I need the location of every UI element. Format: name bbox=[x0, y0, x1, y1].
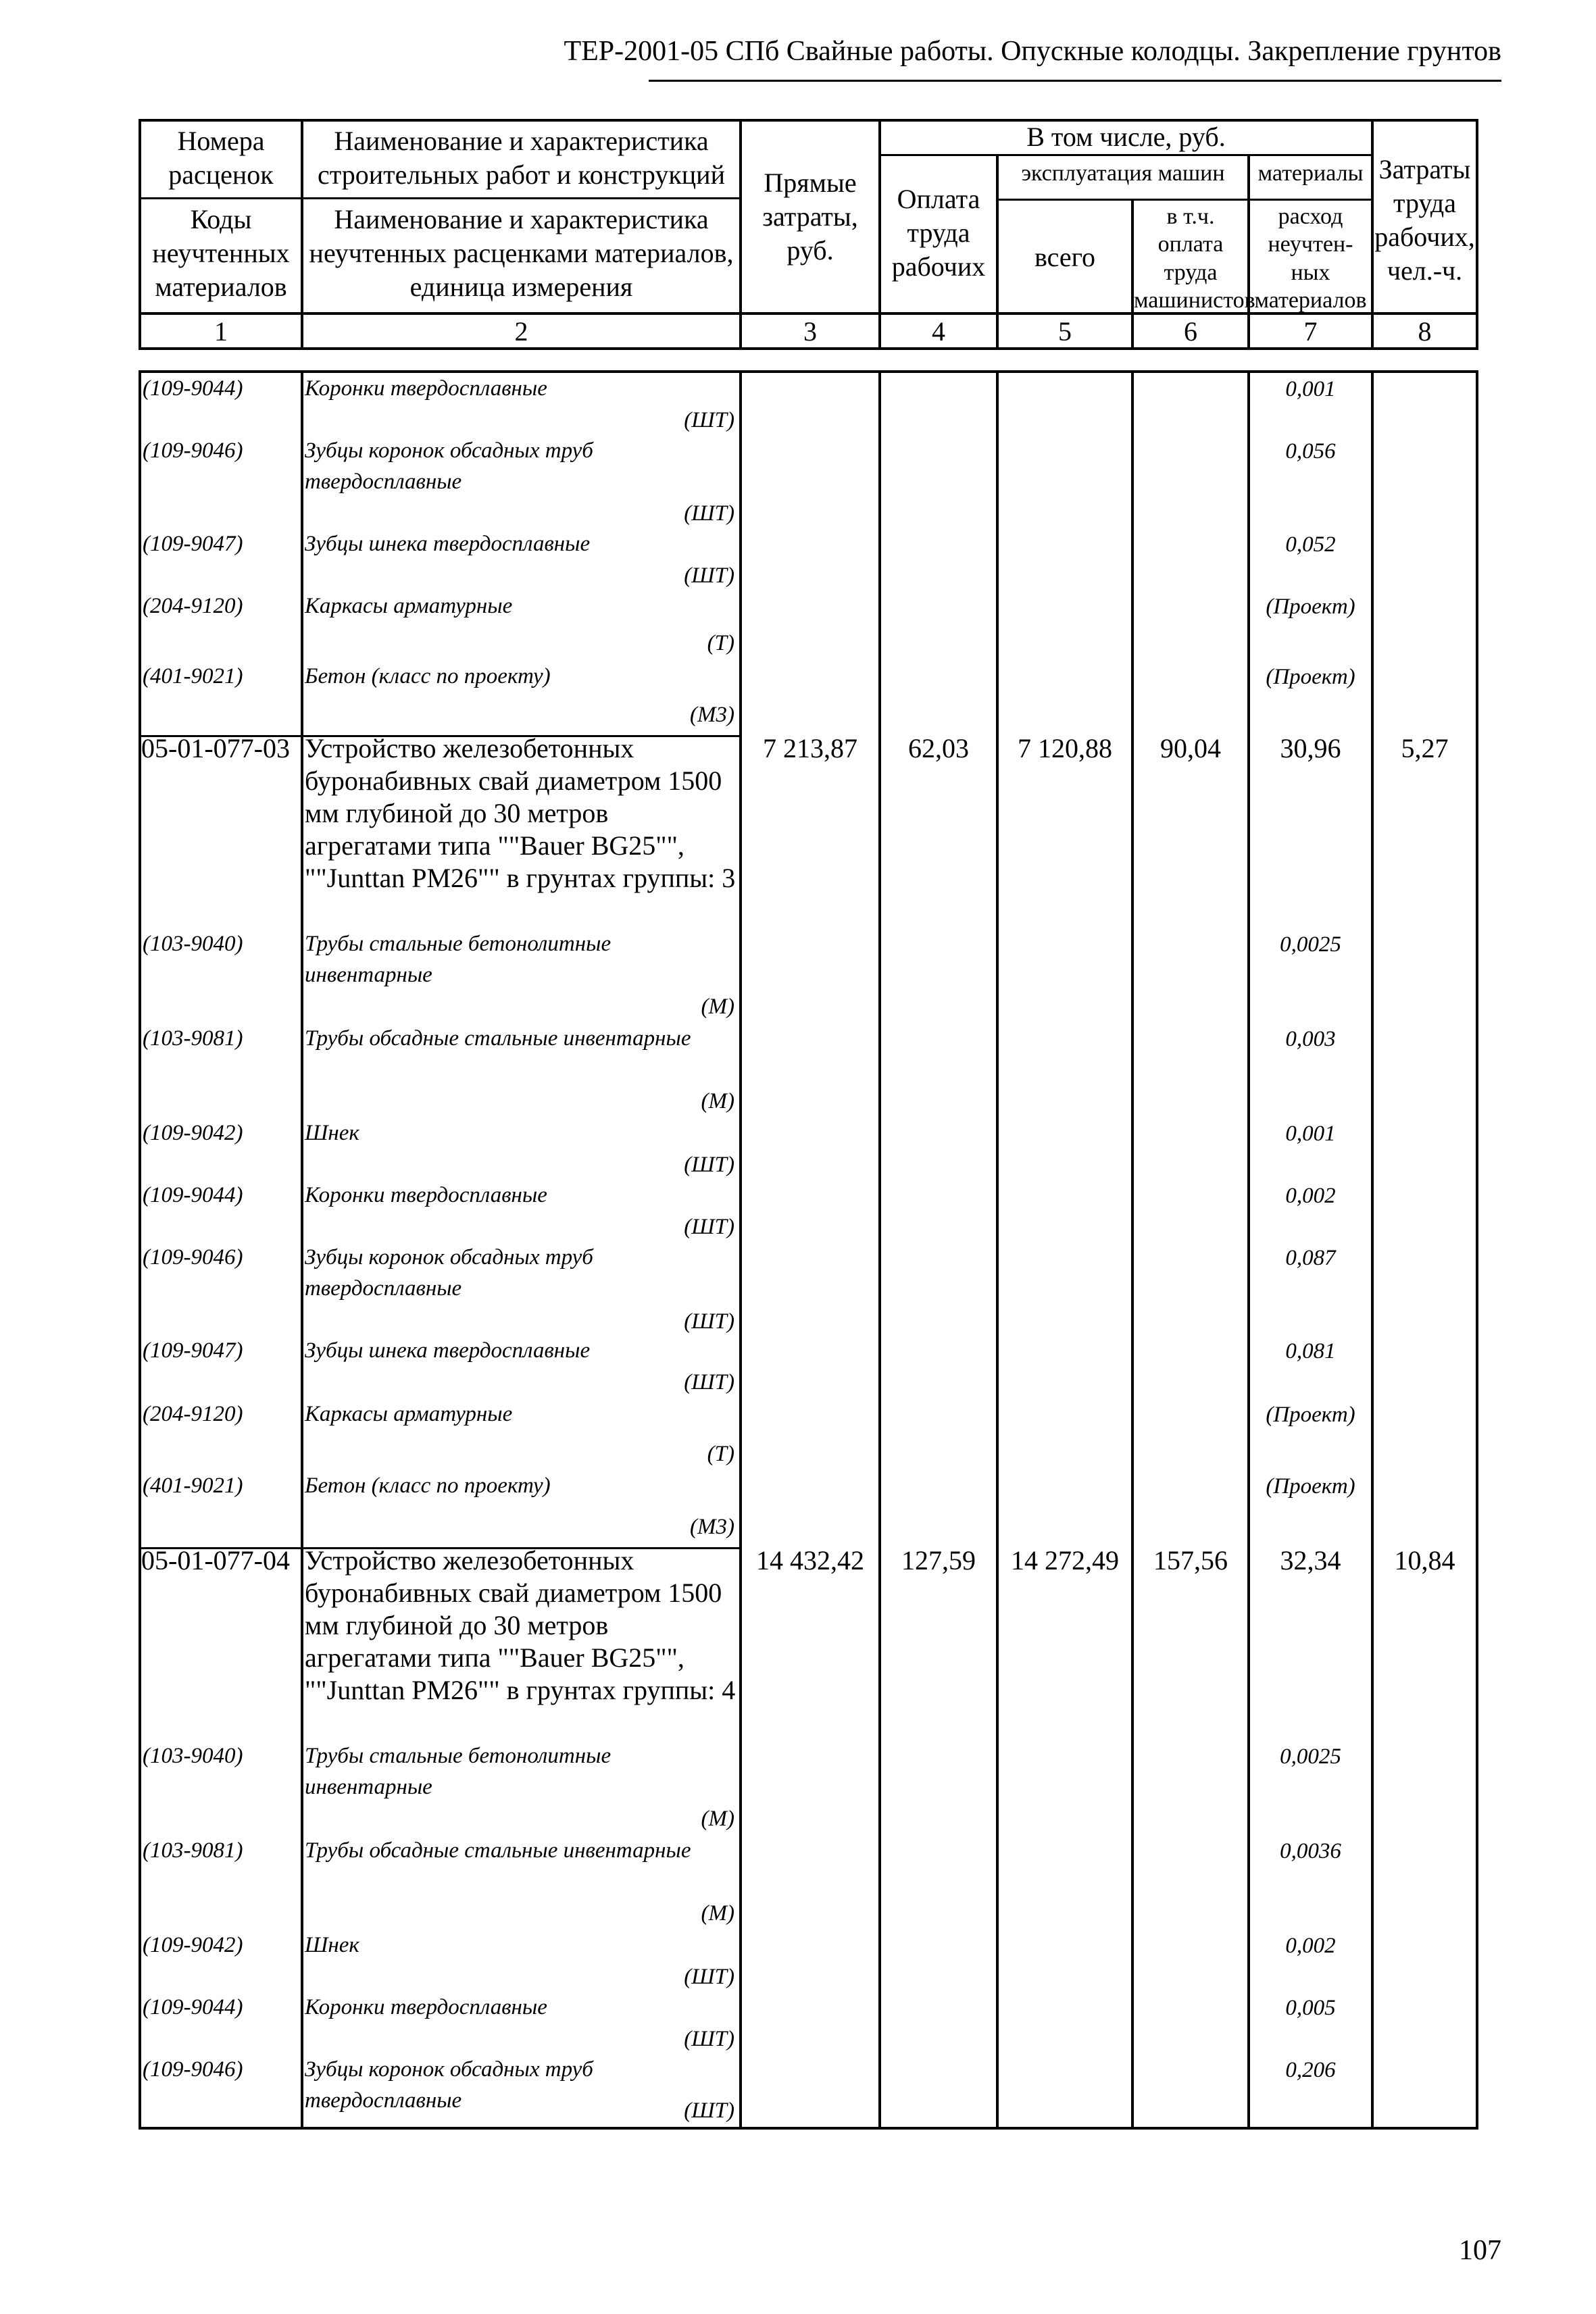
direct-costs: 14 432,42 bbox=[756, 1545, 864, 1576]
material-quantity: (Проект) bbox=[1266, 1403, 1355, 1427]
col-number-1: 1 bbox=[214, 316, 228, 347]
material-quantity: 0,206 bbox=[1285, 2058, 1336, 2082]
col-header-material-name: Наименование и характеристика неучтенных расценками материалов, единица измерения bbox=[309, 204, 734, 302]
rate-code: 05-01-077-03 bbox=[141, 733, 290, 763]
workers-wages: 62,03 bbox=[908, 733, 969, 763]
col-header-unaccounted-materials: расход неучтен-ных материалов bbox=[1254, 204, 1367, 313]
rate-name: Устройство железобетонных буронабивных свай диаметром 1500 мм глубиной до 30 метров агрегатами типа ""Bauer BG25"", ""Junttan PM26"" в грунтах группы: 3 bbox=[305, 733, 736, 893]
col-header-labor-costs: Затраты труда рабочих, чел.-ч. bbox=[1374, 154, 1475, 286]
col-number-7: 7 bbox=[1303, 316, 1318, 347]
material-name: Бетон (класс по проекту) bbox=[305, 1474, 551, 1498]
material-quantity: (Проект) bbox=[1266, 665, 1355, 689]
material-unit: (ШТ) bbox=[684, 563, 734, 588]
material-code: (109-9044) bbox=[143, 1183, 243, 1207]
material-code: (109-9044) bbox=[143, 376, 243, 401]
material-quantity: 0,0025 bbox=[1280, 1744, 1341, 1769]
material-quantity: 0,001 bbox=[1285, 377, 1336, 401]
material-quantity: 0,002 bbox=[1285, 1934, 1336, 1958]
material-code: (103-9081) bbox=[143, 1838, 243, 1863]
material-name: Зубцы коронок обсадных труб твердосплавные bbox=[305, 1245, 593, 1301]
col-header-direct-costs: Прямые затраты, руб. bbox=[762, 168, 858, 266]
material-code: (103-9040) bbox=[143, 932, 243, 956]
material-quantity: 0,0036 bbox=[1280, 1839, 1341, 1863]
material-unit: (М3) bbox=[690, 1515, 734, 1539]
col-header-operators-wages: в т.ч. оплата труда машинистов bbox=[1134, 204, 1255, 313]
material-code: (109-9046) bbox=[143, 1245, 243, 1269]
material-unit: (Т) bbox=[707, 631, 734, 655]
material-name: Зубцы коронок обсадных труб твердосплавные bbox=[305, 2057, 593, 2113]
material-code: (204-9120) bbox=[143, 1402, 243, 1426]
material-name: Каркасы арматурные bbox=[305, 1402, 513, 1426]
material-unit: (ШТ) bbox=[684, 1965, 734, 1989]
material-code: (103-9040) bbox=[143, 1744, 243, 1768]
col-header-material-codes: Коды неучтенных материалов bbox=[152, 204, 290, 302]
page-number: 107 bbox=[1459, 2235, 1501, 2266]
machines-total: 14 272,49 bbox=[1011, 1545, 1119, 1576]
col-number-2: 2 bbox=[514, 316, 528, 347]
material-quantity: (Проект) bbox=[1266, 595, 1355, 619]
material-unit: (ШТ) bbox=[684, 1153, 734, 1177]
material-name: Шнек bbox=[305, 1933, 359, 1957]
material-name: Коронки твердосплавные bbox=[305, 376, 547, 401]
direct-costs: 7 213,87 bbox=[763, 733, 857, 763]
operators-wages: 90,04 bbox=[1160, 733, 1221, 763]
material-quantity: 0,052 bbox=[1285, 532, 1336, 557]
material-quantity: 0,001 bbox=[1285, 1122, 1336, 1146]
material-code: (109-9044) bbox=[143, 1995, 243, 2019]
material-code: (401-9021) bbox=[143, 1474, 243, 1498]
operators-wages: 157,56 bbox=[1153, 1545, 1228, 1576]
material-quantity: 0,056 bbox=[1285, 439, 1336, 463]
material-name: Зубцы шнека твердосплавные bbox=[305, 1338, 591, 1363]
material-unit: (М) bbox=[701, 1901, 734, 1926]
material-quantity: 0,002 bbox=[1285, 1184, 1336, 1208]
material-code: (109-9046) bbox=[143, 2057, 243, 2082]
col-header-machines-total: всего bbox=[1034, 242, 1096, 272]
material-code: (109-9042) bbox=[143, 1121, 243, 1145]
machines-total: 7 120,88 bbox=[1018, 733, 1112, 763]
material-unit: (ШТ) bbox=[684, 2098, 734, 2123]
material-name: Зубцы шнека твердосплавные bbox=[305, 532, 591, 556]
materials-costs: 32,34 bbox=[1280, 1545, 1341, 1576]
col-number-8: 8 bbox=[1418, 316, 1432, 347]
col-header-machines: эксплуатация машин bbox=[1021, 161, 1225, 186]
rate-code: 05-01-077-04 bbox=[141, 1545, 290, 1576]
material-unit: (Т) bbox=[707, 1442, 734, 1466]
workers-wages: 127,59 bbox=[901, 1545, 976, 1576]
material-unit: (ШТ) bbox=[684, 1370, 734, 1394]
col-number-5: 5 bbox=[1058, 316, 1072, 347]
material-unit: (ШТ) bbox=[684, 1309, 734, 1334]
material-quantity: 0,081 bbox=[1285, 1339, 1336, 1363]
labor-costs: 10,84 bbox=[1394, 1545, 1455, 1576]
material-unit: (М3) bbox=[690, 703, 734, 727]
col-number-3: 3 bbox=[803, 316, 817, 347]
material-name: Бетон (класс по проекту) bbox=[305, 664, 551, 688]
material-quantity: 0,0025 bbox=[1280, 932, 1341, 957]
material-unit: (М) bbox=[701, 1807, 734, 1831]
materials-costs: 30,96 bbox=[1280, 733, 1341, 763]
material-code: (103-9081) bbox=[143, 1026, 243, 1051]
col-header-wages: Оплата труда рабочих bbox=[891, 184, 986, 282]
material-name: Трубы стальные бетонолитные инвентарные bbox=[305, 932, 612, 987]
material-name: Коронки твердосплавные bbox=[305, 1995, 547, 2019]
col-header-rate-numbers: Номера расценок bbox=[168, 126, 274, 190]
material-unit: (ШТ) bbox=[684, 2027, 734, 2051]
col-number-4: 4 bbox=[932, 316, 945, 347]
material-quantity: 0,087 bbox=[1285, 1246, 1336, 1270]
material-name: Трубы обсадные стальные инвентарные bbox=[305, 1026, 691, 1051]
material-name: Каркасы арматурные bbox=[305, 594, 513, 618]
material-name: Коронки твердосплавные bbox=[305, 1183, 547, 1207]
col-header-work-name: Наименование и характеристика строительных работ и конструкций bbox=[318, 126, 725, 190]
material-unit: (М) bbox=[701, 995, 734, 1019]
material-code: (109-9047) bbox=[143, 1338, 243, 1363]
material-name: Трубы обсадные стальные инвентарные bbox=[305, 1838, 691, 1863]
header-rule bbox=[649, 80, 1501, 82]
material-unit: (ШТ) bbox=[684, 1215, 734, 1239]
material-code: (109-9047) bbox=[143, 532, 243, 556]
page-title: ТЕР-2001-05 СПб Свайные работы. Опускные колодцы. Закрепление грунтов bbox=[564, 36, 1501, 67]
material-quantity: 0,003 bbox=[1285, 1027, 1336, 1051]
col-header-materials-group: материалы bbox=[1257, 161, 1364, 186]
material-code: (401-9021) bbox=[143, 664, 243, 688]
material-code: (109-9042) bbox=[143, 1933, 243, 1957]
labor-costs: 5,27 bbox=[1401, 733, 1449, 763]
material-code: (109-9046) bbox=[143, 438, 243, 463]
col-header-group: В том числе, руб. bbox=[1026, 122, 1226, 152]
material-unit: (ШТ) bbox=[684, 501, 734, 526]
material-quantity: 0,005 bbox=[1285, 1996, 1336, 2020]
material-unit: (М) bbox=[701, 1089, 734, 1113]
rate-name: Устройство железобетонных буронабивных свай диаметром 1500 мм глубиной до 30 метров агрегатами типа ""Bauer BG25"", ""Junttan PM26"" в грунтах группы: 4 bbox=[305, 1545, 736, 1705]
material-name: Трубы стальные бетонолитные инвентарные bbox=[305, 1744, 612, 1799]
material-code: (204-9120) bbox=[143, 594, 243, 618]
material-name: Шнек bbox=[305, 1121, 359, 1145]
material-quantity: (Проект) bbox=[1266, 1474, 1355, 1499]
material-unit: (ШТ) bbox=[684, 408, 734, 432]
col-number-6: 6 bbox=[1184, 316, 1197, 347]
material-name: Зубцы коронок обсадных труб твердосплавные bbox=[305, 438, 593, 494]
